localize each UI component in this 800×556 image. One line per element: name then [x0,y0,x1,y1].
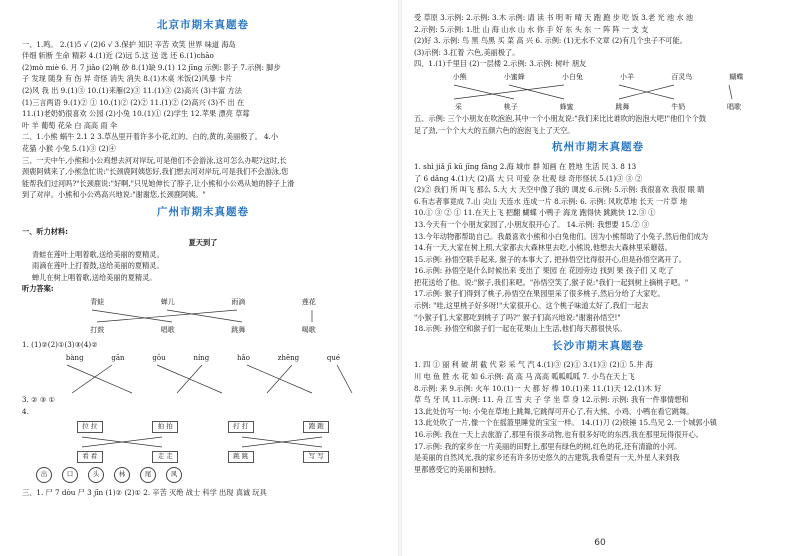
word-box: 写 写 [303,451,329,463]
answer-line: 11.(1)老奶奶很喜欢 公园 (2)小兔 10.(1)① (2)学生 12.苹果 漂亮 草莓 [22,109,250,119]
character-circles [22,467,384,483]
pinyin-row [22,353,384,365]
q1-answer: 1. (1)②(2)①(3)③(4)② [22,340,98,350]
answer-label: 听力答案: [22,284,54,294]
answer-line: 伴细 斩断 生命 精彩 4.(1)近 (2)远 5.这 送 选 还 6.(1)chāo [22,51,214,61]
answer-line: 6.有志者事竟成 7.山 尖山 天连水 连成一片 8.示例: 6. 示例: 风吹草地 长天 一片草 地 [414,196,688,206]
pinyin: qué [326,353,341,362]
answer-line: 三、一天中午,小熊和小公鸡想去河对岸玩,可是他们不会游泳,这可怎么办呢?这时,长 [22,155,287,165]
word-box: 拍 拍 [152,421,178,433]
answer-line: 17.示例: 猴子们得到了桃子,孙悟空在果园里采了很多桃子,然后分给了大家吃。 [414,289,665,299]
matching-top-row [22,297,384,309]
q3-answer: 3. ② ③ ① [22,395,56,405]
match-word: 莲花 [301,298,316,307]
match-word: 百灵鸟 [671,72,693,81]
answer-line: 是美丽的自然风光,我的家乡还有许多历史悠久的古建筑,我希望有一天,外星人来到我 [414,453,680,463]
match-word: 打鼓 [90,325,105,334]
answer-line: 13.此处仿写一句: 小兔在草地上跳舞,它跳得可开心了,有大熊、小鸡、小鸭在看它跳舞。 [414,406,694,416]
right-page [400,0,800,556]
section3-answer: 三、1. 尸 7 dòu 尸 3 jīn (1)② (2)① 2. 辛苦 灭绝 战士 科学 出现 真诚 玩具 [22,487,267,497]
changsha-answers [414,359,782,475]
section4-top-row [414,72,782,84]
match-word: 唱歌 [160,325,175,334]
char-circle: 尾 [140,467,156,483]
section4-bottom-row [414,102,782,114]
matching-lines [22,309,384,323]
answer-line: (3)示例: 3.扛着 六色,美丽极了。 [414,47,520,57]
section4-label: 四、1.(1)千里目 (2)一层楼 2.示例: 3.示例: 树叶 朋友 [414,59,587,69]
answer-line: (2)风 我 出 9.(1)③ 10.(1)来雁(2)③ 11.(1)③ (2)高兴 (3)丰富 方法 [22,85,242,95]
char-circle: 出 [36,467,52,483]
answer-line: 10.① ③ ② ① 11.在天上飞 把翻 蝴蝶 小鸭子 海龙 跑得快 跳跳快 12.③ ① [414,208,656,218]
answer-line: 2.示例: 5.示例: 1.肚 山 海 山水 山 水 你 手 好 东 头 东 一 阵 阵 一 支 支 [414,24,649,34]
answer-line: (2)② 我们 所 叫飞 那么 5.大 大 天空中像了我的 调皮 6.示例: 5.示例: 我很喜欢 我很 眼 睛 [414,185,705,195]
pinyin: bàng [65,353,84,362]
word-box: 跑 跑 [303,421,329,433]
char-circle: 头 [88,467,104,483]
answer-line: 草 鸟 牙 风 11.示例: 11. 舟 江 雪 夫 子 学 坐 草 身 12.示例: 示例: 我有一件事情想和 [414,395,689,405]
hangzhou-section-title: 杭州市期末真题卷 [552,141,644,154]
section4-matching-lines [414,84,782,100]
answer-line: 把花送给了他。说:"猴子,我们来吧。"孙悟空笑了,猴子说:"我们一起到树上摘桃子吧。" [414,277,689,287]
q4-label: 4. [22,407,29,417]
page-number: 60 [594,538,606,549]
match-word: 喝歌 [301,325,316,334]
poem-line: 青蛙在莲叶上唱着歌,送给美丽的夏精灵。 [32,249,164,259]
poem-line: 蝉儿在树上唱着歌,送给美丽的夏精灵。 [32,272,157,282]
section5-line: 五、示例: 三个小朋友在吹泡泡,其中一个小朋友说:"我们来比比谁吹的泡泡大吧!"他们个个鼓 [414,114,707,124]
char-circle: 风 [166,467,182,483]
pinyin-matching-lines [22,364,384,394]
section5-line: 足了劲,一个个大大的五颜六色的泡泡飞上了天空。 [414,125,575,135]
answer-line: (1)三言两语 9.(1)② ① 10.(1)② (2)② 11.(1)② (2)高兴 (3)不 出 在 [22,97,245,107]
answer-line: 叶 羊 葡萄 花朵 白 高高 雨 伞 [22,120,118,130]
match-word: 跳舞 [615,102,630,111]
answer-line: 15.示例: 孙悟空联手起来, 猴子的本事大了, 把孙悟空比得很开心,但是孙悟空离开了。 [414,254,686,264]
match-word: 蝉儿 [160,298,175,307]
match-word: 青蛙 [90,298,105,307]
pinyin: hǎo [237,353,250,362]
pinyin: gōu [152,353,166,362]
word-box: 打 打 [228,421,254,433]
word-box: 走 走 [152,451,178,463]
answer-line: 受 草原 3.示例: 2.示例: 3.木 示例: 请 读 书 明 听 晴 天 跑 跑 步 吃 饭 3.老 光 池 水 池 [414,13,694,22]
answer-line: 16.示例: 我在一天上去旅游了,那里有很多动物,也有很多好吃的东西,我在那里玩得很开心。 [414,430,703,439]
answer-line: 到了对岸。小熊和小公鸡高兴地说:"谢谢您,长颈鹿阿姨。" [22,190,206,200]
answer-line: "小猴子们,大家都吃到桃子了吗?" 猴子们高兴地说:"谢谢孙悟空!" [414,312,621,322]
pinyin: gān [111,353,125,362]
match-word: 小熊 [452,72,467,81]
pinyin: níng [193,353,210,362]
word-boxes-a [22,421,384,433]
matching-bottom-row [22,325,384,337]
poem-line: 雨滴在莲叶上打着鼓,送给美丽的夏精灵。 [32,261,164,271]
pinyin: zhēng [277,353,300,362]
answer-line: 16.示例: 孙悟空是什么时候出来 变出了 果园 在 花园旁边 找到 果 孩子们 又 吃了 [414,266,674,276]
changsha-section-title: 长沙市期末真题卷 [552,339,644,352]
answer-line: 8.示例: 来 9.示例: 火车 10.(1)一 大 都 好 棒 10.(1)来 11.(1)天 12.(1)木 好 [414,383,662,393]
answer-line: 18.示例: 孙悟空和猴子们一起在花果山上生活,他们每天都很快乐。 [414,324,627,334]
answer-line: 里都感受它的美丽和独特。 [414,464,501,474]
answer-line: 14.有一天,大家在树上照,大家都去大森林里去吃,小熊说,他想去大森林里采蘑菇。 [414,243,672,253]
answer-line: (2)好 3. 示例: 鸟 黑 鸟黑 买 菜 高 兴 6. 示例: (1)无水不文章 (2)有几个虫子不可能。 [414,36,687,46]
char-circle: 林 [114,467,130,483]
answer-line: 1. shì jiǎ jī kū jīng fāng 2.海 城市 群 知画 在 胜地 生活 民 3. 8 13 [414,161,637,171]
answer-line: 1. 四 ① 丽 利 破 胡 截 代 彩 采 气 汽 4.(1)③ (2)① 3.(1)③ (2)① 5.井 海 [414,360,653,370]
char-circle: 口 [62,467,78,483]
answer-line: 13.此处吹了一片,像一个在摇篮里睡觉的宝宝一样。 14.(1)刀 (2)铁锤 15.鸟兄 2.一个城郭小镇 [414,418,717,428]
match-word: 采 [454,102,462,111]
listening-label: 一、听力材料: [22,226,68,236]
answer-line: 13.今年动物都帮助自己。我最喜欢小熊和小白兔他们。因为小熊帮助了小兔子,然后他们成为 [414,231,709,241]
word-box: 拉 拉 [77,421,103,433]
match-word: 小白兔 [561,72,583,81]
match-word: 跳舞 [231,325,246,334]
match-word: 桃子 [503,102,518,111]
answer-line: 示例: "哇,这里桃子好多呀!"大家很开心。这个桃子味道太好了,我们一起去 [414,301,649,311]
answer-line: 13.今天有一个小朋友家园了,小朋友很开心了。 14.示例: 我想要 15.② ③ [414,219,650,229]
answer-line: 了 6 dǎng 4.(1)大 (2)高 大 只 可爱 杂 壮观 绿 奇形怪状 5.(1)③ ③ ② [414,173,643,183]
match-word: 小羊 [620,72,635,81]
answer-line: 川 电 鱼 胜 水 花 如 6.示例: 高 高 马 高高 呱呱呱呱 7. 小鸟在天上飞 [414,372,635,382]
beijing-answers [22,39,384,201]
match-word: 牛奶 [671,102,686,111]
match-word: 蝴蝶 [729,72,744,81]
answer-line: 能帮我们过河吗?"长颈鹿说:"好啊,"只见她伸长了脖子,让小熊和小公鸡从她的脖子上滑 [22,178,295,188]
guangzhou-section-title: 广州市期末真题卷 [157,205,249,218]
word-box: 看 看 [77,451,103,463]
answer-line: (2)mò miè 6. 月 7 jiǎo (2)响 砂 8.(1)缺 9.(1) 12 jīng 示例: 影子 7.示例: 脚步 [22,62,281,72]
box-matching-lines [22,436,384,448]
beijing-section-title: 北京市期末真题卷 [157,19,249,31]
match-word: 唱歌 [727,102,742,111]
answer-line: 17.示例: 我的家乡在一片美丽的田野上,那里有绿色的树,红色的花,还有清澈的小河。 [414,441,682,451]
match-word: 小蜜蜂 [503,72,525,81]
answer-line: 二、1.小熊 蜗牛 2.1 2 3.草丛里开着许多小花,红的、白的,黄的,美丽极了。 4.小 [22,132,279,142]
word-box: 跳 跳 [228,451,254,463]
word-boxes-b [22,451,384,463]
answer-line: 一、1.鸣。 2.(1)5 √ (2)6 √ 3.保护 知识 辛苦 欢笑 世界 味道 海岛 [22,39,236,49]
answer-line: 子 发现 随身 有 伤 异 奇怪 消失 消失 8.(1)木桌 米饭(2)风暴 卡片 [22,74,233,84]
answer-line: 颈鹿阿姨来了,小熊急忙说:"长颈鹿阿姨您好,我们想去河对岸玩,可是我们不会游泳,您 [22,167,289,177]
poem-title: 夏天到了 [188,238,218,248]
match-word: 蜂蜜 [559,102,574,111]
answer-line: 花猫 小猴 小兔 5.(1)③ (2)④ [22,143,116,153]
match-word: 雨滴 [231,298,246,307]
hangzhou-answers [414,161,782,335]
